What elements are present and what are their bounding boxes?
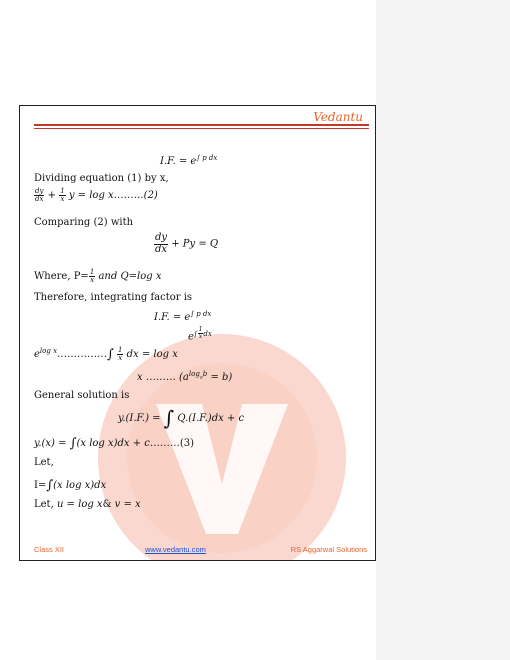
let-text: Let, bbox=[34, 457, 54, 468]
header-rule bbox=[34, 124, 369, 126]
if-formula: I.F. = $e^{\int p dx}$ bbox=[160, 154, 218, 167]
integral-I-definition: I=∫(x log x)dx bbox=[34, 478, 107, 493]
standard-form: $\frac{dy}{dx}$ + Py = Q bbox=[155, 232, 219, 255]
general-solution-formula: y.(I.F.) = ∫ Q.(I.F.)dx + c bbox=[118, 406, 245, 430]
log-exponent-line: $e^{log x}\dots\dots\dots\dots\dots\int$ $\frac{1}{x}$ dx = log x bbox=[34, 346, 178, 362]
let-u-v-line: Let, u = log x& v = x bbox=[34, 499, 141, 510]
document-page bbox=[19, 105, 376, 561]
vedantu-logo: Vedantu bbox=[313, 110, 363, 124]
comparing-text: Comparing (2) with bbox=[34, 217, 134, 228]
therefore-text: Therefore, integrating factor is bbox=[34, 292, 193, 303]
footer-source: RS Aggarwal Solutions bbox=[290, 545, 367, 554]
equation-2: $\frac{dy}{dx}$ + $\frac{1}{x}$ y = log x………(2) bbox=[35, 187, 158, 203]
footer-website-link[interactable]: www.vedantu.com bbox=[145, 545, 206, 554]
comments-side-panel bbox=[376, 0, 510, 660]
where-line: Where, P= $\frac{1}{x}$ and Q=log x bbox=[34, 268, 162, 284]
header-rule-thin bbox=[34, 128, 369, 129]
general-solution-text: General solution is bbox=[34, 390, 130, 401]
footer-class: Class XII bbox=[34, 545, 65, 554]
x-identity-line: x ……… $(a^{log_ab} = b)$ bbox=[137, 370, 233, 383]
exp-integral: $e^{\int \frac{1}{x} dx}$ bbox=[188, 326, 212, 343]
dividing-text: Dividing equation (1) by x, bbox=[34, 173, 169, 184]
equation-3: y.(x) = ∫(x log x)dx + c………(3) bbox=[34, 436, 195, 451]
if-formula-2: I.F. = $e^{\int p dx}$ bbox=[154, 310, 212, 323]
